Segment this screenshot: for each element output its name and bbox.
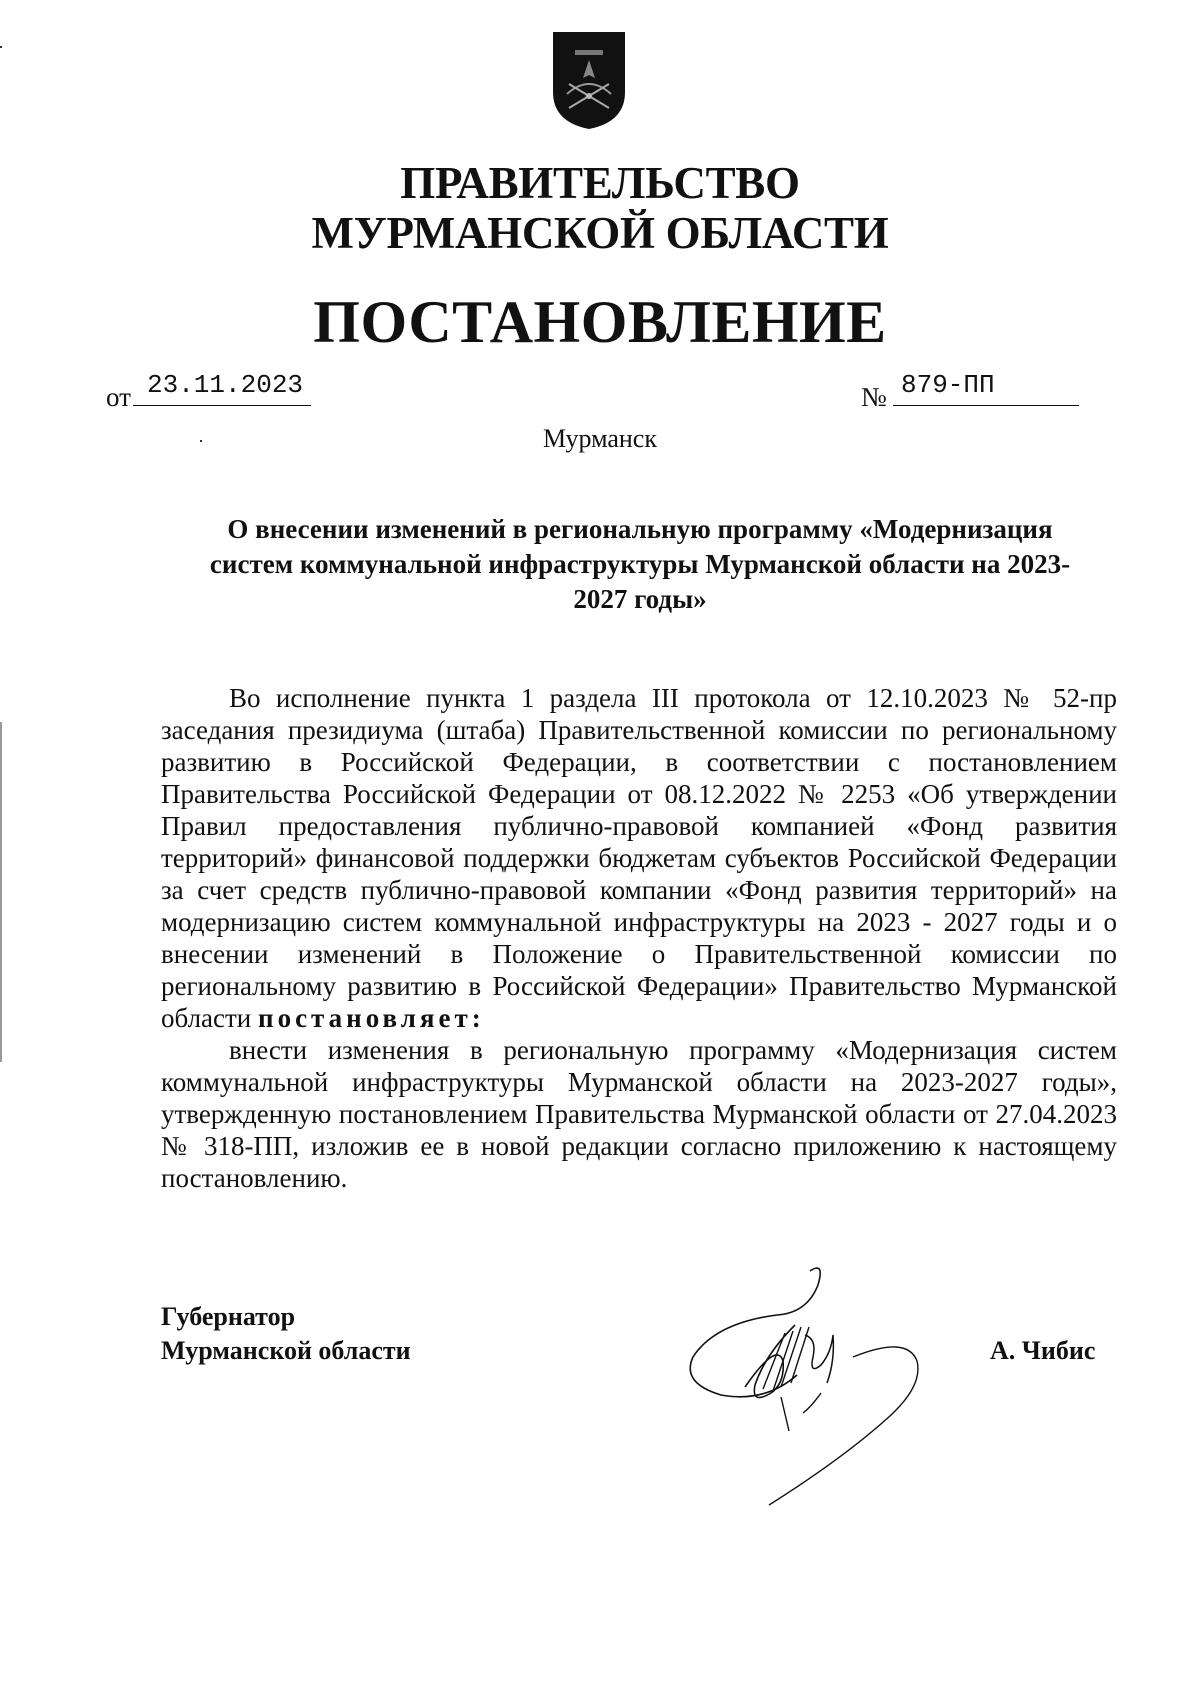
document-date: 23.11.2023 (133, 370, 311, 406)
murmansk-coat-of-arms-icon (551, 30, 627, 130)
document-number: 879-ПП (893, 370, 1079, 406)
scan-edge-mark (0, 722, 2, 1062)
date-label: от (106, 382, 131, 412)
signatory-name: А. Чибис (990, 1336, 1096, 1365)
document-type-title: ПОСТАНОВЛЕНИЕ (313, 289, 887, 355)
subject-line: 2027 годы» (573, 584, 707, 614)
subject-line: систем коммунальной инфраструктуры Мурманской области на 2023- (209, 549, 1071, 579)
organization-name-line2: МУРМАНСКОЙ ОБЛАСТИ (311, 208, 889, 258)
body-paragraph-1-text: Во исполнение пункта 1 раздела III протокола от 12.10.2023 № 52-пр заседания президиума (штаба) Правительственной комиссии по региональному развитию в Российской Федерации, в соответствии с постановлением Правительства Российской Федерации от 08.12.2022 № 2253 «Об утверждении Правил предоставления публично-правовой компанией «Фонд развития территорий» финансовой поддержки бюджетам субъектов Российской Федерации за счет средств публично-правовой компании «Фонд развития территорий» на модернизацию систем коммунальной инфраструктуры на 2023 - 2027 годы и о внесении изменений в Положение о Правительственной комиссии по региональному развитию в Российской Федерации» Правительство Мурманской области (161, 683, 1117, 1033)
organization-name-line1: ПРАВИТЕЛЬСТВО (400, 158, 800, 208)
subject-line: О внесении изменений в региональную программу «Модернизация (227, 514, 1053, 544)
signatory-position-line2: Мурманской области (161, 1336, 411, 1365)
body-paragraph-2: внести изменения в региональную программу «Модернизация систем коммунальной инфраструктуры Мурманской области на 2023-2027 годы», утвержденную постановлением Правительства Мурманской области от 27.04.2023 № 318-ПП, изложив ее в новой редакции согласно приложению к настоящему постановлению. (161, 1035, 1117, 1193)
handwritten-signature (685, 1265, 935, 1510)
signatory-position (161, 1300, 411, 1368)
city: Мурманск (543, 424, 657, 453)
document-body (161, 682, 1117, 1194)
number-label: № (861, 382, 887, 412)
body-paragraph-1 (161, 682, 1117, 1034)
resolution-word: постановляет: (258, 1003, 485, 1033)
document-subject (180, 512, 1100, 617)
signatory-position-line1: Губернатор (161, 1302, 296, 1331)
scan-dust-mark (0, 46, 2, 48)
